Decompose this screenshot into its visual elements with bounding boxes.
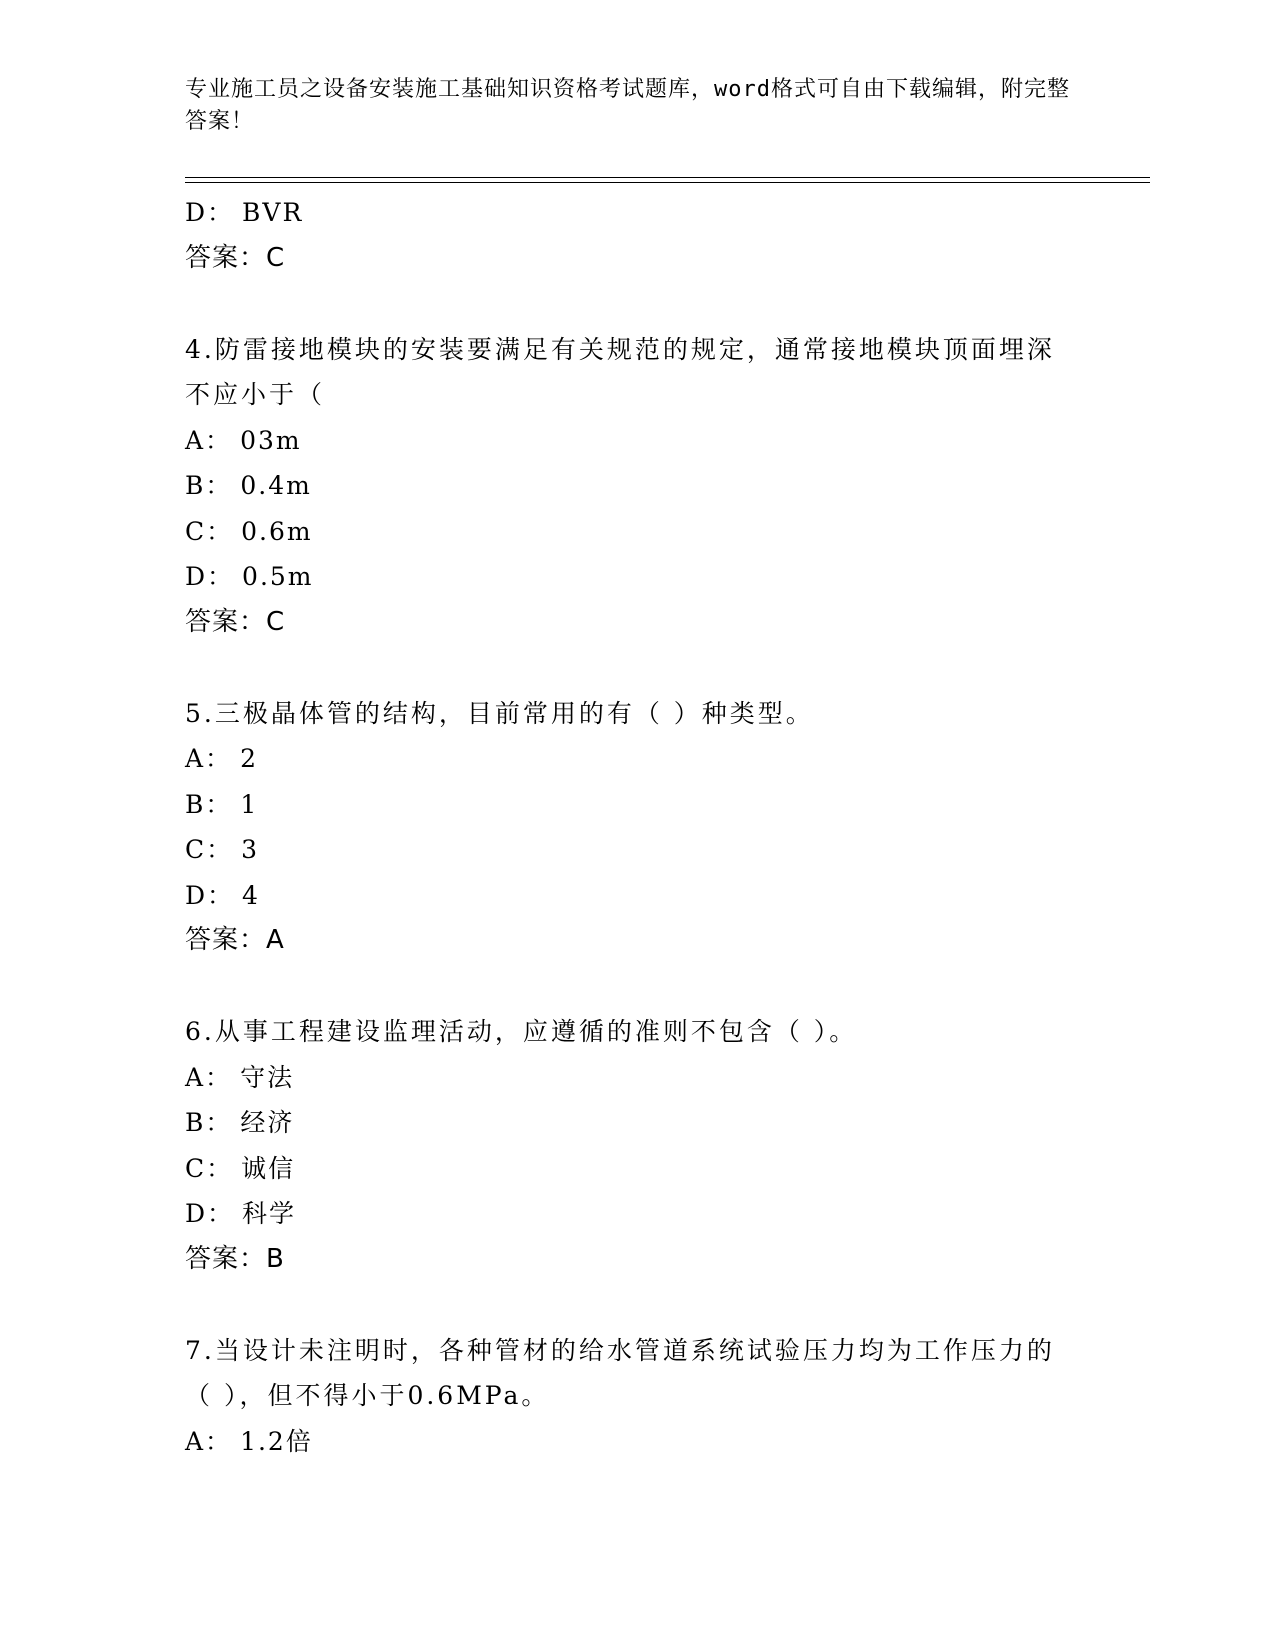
answer-line: 答案：B — [185, 1243, 285, 1274]
option-b: B： 经济 — [185, 1108, 295, 1137]
spacer — [185, 964, 1065, 1010]
question-text: 4.防雷接地模块的安装要满足有关规范的规定，通常接地模块顶面埋深不应小于（ — [185, 334, 1055, 409]
question-text: 5.三极晶体管的结构，目前常用的有（ ）种类型。 — [185, 698, 814, 728]
spacer — [185, 1282, 1065, 1328]
option-a: A： 守法 — [185, 1062, 295, 1092]
option-c: C： 诚信 — [185, 1153, 296, 1183]
option-d: D： 科学 — [185, 1199, 297, 1228]
option-d: D： 0.5m — [185, 562, 314, 591]
option-c: C： 3 — [185, 835, 260, 864]
question-block — [185, 1328, 1065, 1465]
header-divider-top — [185, 177, 1150, 178]
option-c: C： 0.6m — [185, 516, 313, 546]
option-a: A： 03m — [185, 425, 302, 455]
question-text: 7.当设计未注明时，各种管材的给水管道系统试验压力均为工作压力的（ ），但不得小于0.6MPa。 — [185, 1335, 1055, 1410]
question-block — [185, 327, 1065, 646]
option-b: B： 1 — [185, 789, 259, 819]
question-block — [185, 1009, 1065, 1282]
option-a: A： 1.2倍 — [185, 1426, 313, 1456]
answer-line: 答案：A — [185, 925, 285, 955]
spacer — [185, 281, 1065, 327]
document-header: 专业施工员之设备安装施工基础知识资格考试题库，word格式可自由下载编辑，附完整答案！ — [185, 77, 1070, 134]
option-a: A： 2 — [185, 744, 258, 773]
header-divider-bottom — [185, 182, 1150, 183]
answer-line: 答案：C — [185, 242, 286, 273]
option-d: D： BVR — [185, 198, 304, 227]
question-block — [185, 190, 1065, 281]
option-b: B： 0.4m — [185, 471, 312, 500]
answer-line: 答案：C — [185, 606, 286, 637]
question-block — [185, 691, 1065, 964]
option-d: D： 4 — [185, 880, 260, 910]
question-text: 6.从事工程建设监理活动，应遵循的准则不包含（ ）。 — [185, 1017, 858, 1046]
spacer — [185, 645, 1065, 691]
question-list — [185, 190, 1065, 1464]
